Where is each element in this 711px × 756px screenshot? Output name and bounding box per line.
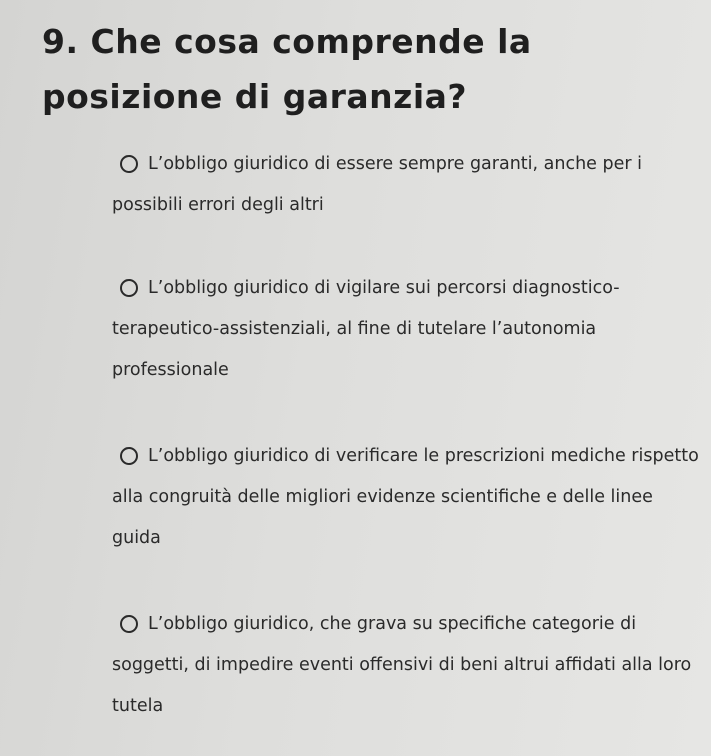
radio-button-icon[interactable] [120, 155, 138, 173]
answer-option-label: L’obbligo giuridico di verificare le prescrizioni mediche rispetto alla congruità delle migliori evidenze scientifiche e delle linee guida [112, 446, 699, 548]
radio-button-icon[interactable] [120, 447, 138, 465]
question-text: Che cosa comprende la posizione di garanzia? [42, 22, 532, 116]
answer-option-2[interactable] [112, 268, 702, 391]
answer-option-3[interactable] [112, 436, 702, 559]
radio-button-icon[interactable] [120, 615, 138, 633]
answer-option-4[interactable] [112, 604, 702, 727]
question-number: 9. [42, 22, 79, 61]
answer-option-label: L’obbligo giuridico di essere sempre garanti, anche per i possibili errori degli altri [112, 154, 642, 215]
answer-option-label: L’obbligo giuridico, che grava su specifiche categorie di soggetti, di impedire eventi offensivi di beni altrui affidati alla loro tutela [112, 614, 692, 716]
radio-button-icon[interactable] [120, 279, 138, 297]
answer-option-label: L’obbligo giuridico di vigilare sui percorsi diagnostico-terapeutico-assistenziali, al fine di tutelare l’autonomia professionale [112, 278, 620, 380]
answer-option-1[interactable] [112, 144, 702, 226]
